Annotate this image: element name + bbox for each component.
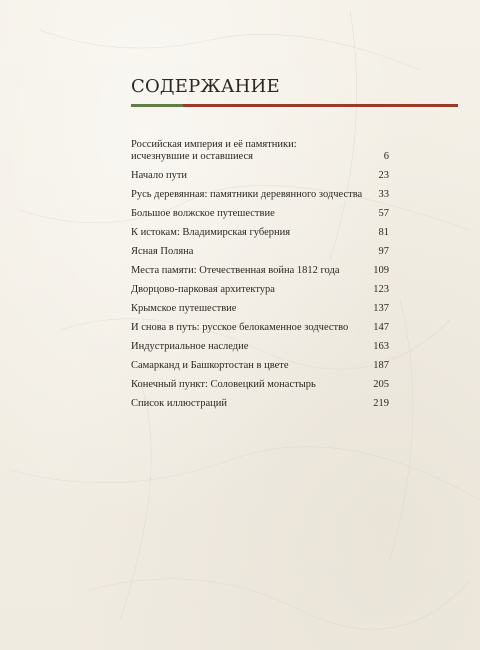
toc-page-number: 109 xyxy=(373,265,389,276)
toc-entry-title xyxy=(131,189,363,201)
toc-entry-title xyxy=(131,341,355,353)
toc-entry-title xyxy=(131,360,355,372)
toc-entry-title-line: К истокам: Владимирская губерния xyxy=(131,227,291,238)
toc-entry-title-line: Конечный пункт: Соловецкий монастырь xyxy=(131,379,316,390)
toc-entry-title-line: Список иллюстраций xyxy=(131,398,227,409)
toc-entry-title-line: Ясная Поляна xyxy=(131,246,194,257)
toc-page-number: 147 xyxy=(373,322,389,333)
toc-page-number: 6 xyxy=(383,151,389,162)
toc-entry-title-line: Большое волжское путешествие xyxy=(131,208,275,219)
toc-entry xyxy=(131,227,389,239)
toc-entry-title xyxy=(131,170,355,182)
toc-entry xyxy=(131,398,389,410)
toc-page-number: 23 xyxy=(378,170,389,181)
toc-entry-title-line: исчезнувшие и оставшиеся xyxy=(131,151,253,162)
toc-entry-title-line: Начало пути xyxy=(131,170,188,181)
toc-entry-title xyxy=(131,227,355,239)
toc-entry-title-line: Места памяти: Отечественная война 1812 года xyxy=(131,265,340,276)
toc-entry-title xyxy=(131,303,355,315)
toc-entry-title xyxy=(131,246,355,258)
toc-entry-title xyxy=(131,139,355,163)
toc-entry-title-line: Индустриальное наследие xyxy=(131,341,249,352)
toc-page-number: 187 xyxy=(373,360,389,371)
toc-entry xyxy=(131,139,389,163)
toc-page-number: 33 xyxy=(378,189,389,200)
toc-page-number: 97 xyxy=(378,246,389,257)
toc-page-number: 219 xyxy=(373,398,389,409)
toc-entry-title xyxy=(131,322,355,334)
toc-entry-title-line: Российская империя и её памятники: xyxy=(131,139,297,150)
toc-page-number: 163 xyxy=(373,341,389,352)
toc-entry xyxy=(131,322,389,334)
toc-entry xyxy=(131,170,389,182)
toc-entry xyxy=(131,189,389,201)
contents-heading: СОДЕРЖАНИЕ xyxy=(131,76,280,97)
toc-entry xyxy=(131,246,389,258)
toc-entry xyxy=(131,360,389,372)
toc-entry xyxy=(131,379,389,391)
toc-entry-title xyxy=(131,379,355,391)
toc-entry-title xyxy=(131,265,355,277)
toc-entry-title-line: Дворцово-парковая архитектура xyxy=(131,284,275,295)
toc-entry-title xyxy=(131,208,355,220)
table-of-contents xyxy=(131,139,389,417)
toc-entry-title-line: Русь деревянная: памятники деревянного зодчества xyxy=(131,189,363,200)
toc-page-number: 123 xyxy=(373,284,389,295)
toc-entry xyxy=(131,341,389,353)
toc-entry-title-line: Крымское путешествие xyxy=(131,303,237,314)
toc-entry xyxy=(131,265,389,277)
heading-rule xyxy=(131,104,458,107)
toc-entry-title-line: И снова в путь: русское белокаменное зодчество xyxy=(131,322,349,333)
toc-entry-title xyxy=(131,284,355,296)
toc-entry xyxy=(131,303,389,315)
toc-page-number: 137 xyxy=(373,303,389,314)
toc-entry-title xyxy=(131,398,355,410)
toc-page-number: 81 xyxy=(378,227,389,238)
toc-entry xyxy=(131,208,389,220)
heading-rule-green-segment xyxy=(131,104,183,107)
heading-rule-red-segment xyxy=(183,104,458,107)
toc-entry xyxy=(131,284,389,296)
toc-entry-title-line: Самарканд и Башкортостан в цвете xyxy=(131,360,289,371)
toc-page-number: 57 xyxy=(378,208,389,219)
toc-page-number: 205 xyxy=(373,379,389,390)
